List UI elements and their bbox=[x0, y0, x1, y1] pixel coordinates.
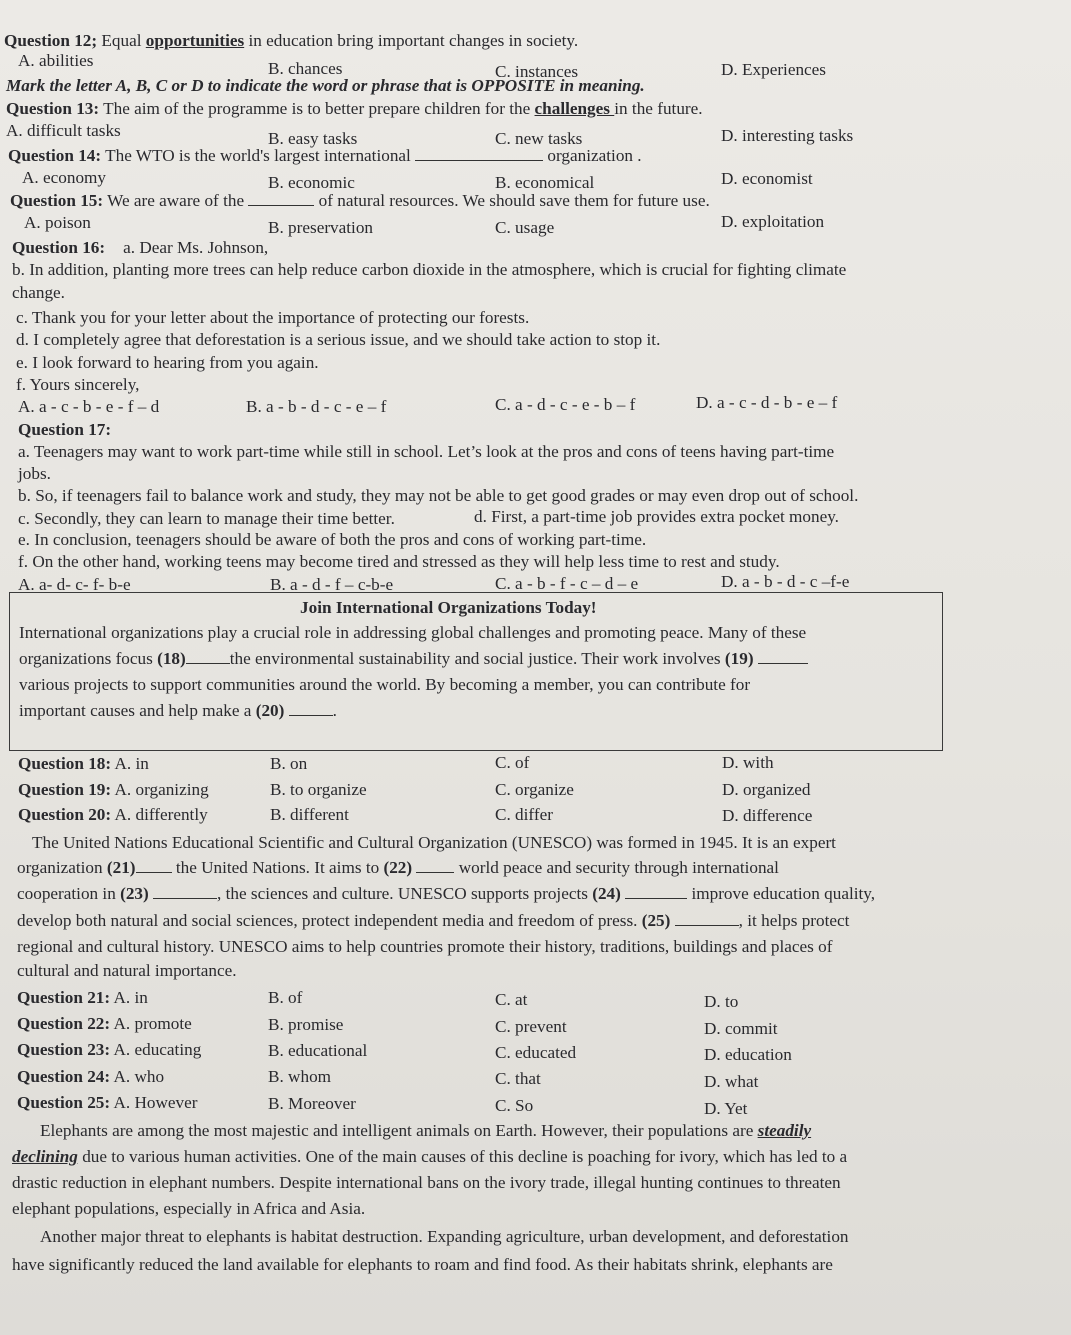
q16-item-c: c. Thank you for your letter about the importance of protecting our forests. bbox=[16, 308, 530, 327]
q25-option-b[interactable]: B. Moreover bbox=[268, 1094, 356, 1113]
q16-item-e: e. I look forward to hearing from you again. bbox=[16, 353, 319, 372]
passage3-p1-line-2-post: due to various human activities. One of the main causes of this decline is poaching for ivory, which has led to a bbox=[77, 1147, 848, 1166]
q17-item-a: a. Teenagers may want to work part-time while still in school. Let’s look at the pros and cons of teens having part-time bbox=[18, 442, 835, 461]
q14-option-a[interactable]: A. economy bbox=[22, 168, 107, 187]
gap-20-blank[interactable] bbox=[289, 701, 333, 716]
q25-row bbox=[17, 1092, 197, 1114]
q17-label-text: Question 17: bbox=[18, 420, 112, 439]
q23-label: Question 23: bbox=[17, 1040, 111, 1059]
gap-21-number: (21) bbox=[106, 858, 136, 877]
passage2-line-5: regional and cultural history. UNESCO aims to help countries promote their history, traditions, buildings and places of bbox=[17, 937, 833, 956]
gap-23-number: (23) bbox=[120, 884, 149, 903]
q17-option-b[interactable]: B. a - d - f – c-b-e bbox=[270, 575, 394, 594]
q14-stem-pre: The WTO is the world's largest international bbox=[101, 146, 416, 165]
q19-option-d[interactable]: D. organized bbox=[722, 780, 811, 799]
q14-option-d[interactable]: D. economist bbox=[721, 169, 813, 188]
passage2-line-4-post: , it helps protect bbox=[738, 911, 850, 930]
gap-20-number: (20) bbox=[255, 701, 285, 720]
q13-stem bbox=[6, 98, 703, 120]
q13-stem-pre: The aim of the programme is to better prepare children for the bbox=[99, 99, 535, 118]
q12-option-d[interactable]: D. Experiences bbox=[721, 60, 826, 79]
q22-label: Question 22: bbox=[17, 1014, 111, 1033]
q21-option-a[interactable]: A. in bbox=[113, 988, 148, 1007]
passage2-line-4-pre: develop both natural and social sciences, protect independent media and freedom of press. bbox=[17, 911, 642, 930]
q15-option-b[interactable]: B. preservation bbox=[268, 218, 374, 237]
q19-row bbox=[18, 779, 209, 801]
gap-18-number: (18) bbox=[157, 649, 186, 668]
gap-22-blank[interactable] bbox=[416, 858, 454, 873]
q16-item-d: d. I completely agree that deforestation is a serious issue, and we should take action to stop it. bbox=[16, 330, 661, 349]
q23-option-a[interactable]: A. educating bbox=[113, 1040, 202, 1059]
q15-option-a[interactable]: A. poison bbox=[24, 213, 91, 232]
q24-label: Question 24: bbox=[17, 1067, 111, 1086]
q12-target-word: opportunities bbox=[145, 31, 245, 50]
q21-label: Question 21: bbox=[17, 988, 111, 1007]
q16-label: Question 16: bbox=[12, 238, 106, 257]
q20-option-d[interactable]: D. difference bbox=[722, 806, 813, 825]
passage2-line-3 bbox=[17, 883, 875, 905]
q16-option-b[interactable]: B. a - b - d - c - e – f bbox=[246, 397, 387, 416]
q12-label: Question 12; bbox=[4, 31, 98, 50]
q14-option-b[interactable]: B. economic bbox=[268, 173, 355, 192]
passage1-line-2-mid: the environmental sustainability and social justice. Their work involves bbox=[229, 649, 725, 668]
q14-stem bbox=[8, 145, 642, 167]
q13-label: Question 13: bbox=[6, 99, 100, 118]
gap-18-blank[interactable] bbox=[186, 649, 230, 664]
q21-option-d[interactable]: D. to bbox=[704, 992, 739, 1011]
q15-stem bbox=[10, 190, 710, 212]
q17-item-d: d. First, a part-time job provides extra pocket money. bbox=[474, 507, 839, 526]
passage2-line-2-post: world peace and security through international bbox=[454, 858, 779, 877]
q15-option-d[interactable]: D. exploitation bbox=[721, 212, 825, 231]
passage2-line-3-mid: , the sciences and culture. UNESCO supports projects bbox=[217, 884, 593, 903]
q22-option-d[interactable]: D. commit bbox=[704, 1019, 778, 1038]
q22-row bbox=[17, 1013, 192, 1035]
q24-option-b[interactable]: B. whom bbox=[268, 1067, 332, 1086]
passage1-line-4-pre: important causes and help make a bbox=[19, 701, 256, 720]
q13-option-a[interactable]: A. difficult tasks bbox=[6, 121, 121, 140]
q15-option-c[interactable]: C. usage bbox=[495, 218, 555, 237]
passage1-line-3: various projects to support communities around the world. By becoming a member, you can contribute for bbox=[19, 675, 751, 694]
q20-label: Question 20: bbox=[18, 805, 112, 824]
q17-item-b: b. So, if teenagers fail to balance work and study, they may not be able to get good grades or may even drop out of school. bbox=[18, 486, 859, 505]
q20-option-a[interactable]: A. differently bbox=[114, 805, 208, 824]
gap-24-number: (24) bbox=[592, 884, 621, 903]
passage2-line-3-pre: cooperation in bbox=[17, 884, 121, 903]
passage1-line-2 bbox=[19, 648, 808, 670]
q13-option-c[interactable]: C. new tasks bbox=[495, 129, 583, 148]
passage3-target-steadily: steadily bbox=[757, 1121, 812, 1140]
q16-item-f: f. Yours sincerely, bbox=[16, 375, 140, 394]
passage2-line-6: cultural and natural importance. bbox=[17, 961, 237, 980]
q22-option-b[interactable]: B. promise bbox=[268, 1015, 344, 1034]
q22-option-a[interactable]: A. promote bbox=[113, 1014, 192, 1033]
gap-25-blank[interactable] bbox=[675, 911, 739, 926]
q12-stem bbox=[4, 30, 578, 52]
q19-option-c[interactable]: C. organize bbox=[495, 780, 574, 799]
q17-option-a[interactable]: A. a- d- c- f- b-e bbox=[18, 575, 131, 594]
q16-item-a: a. Dear Ms. Johnson, bbox=[123, 238, 269, 257]
q16-item-b: b. In addition, planting more trees can help reduce carbon dioxide in the atmosphere, which is crucial for fighting climate bbox=[12, 260, 847, 279]
q17-item-e: e. In conclusion, teenagers should be aware of both the pros and cons of working part-time. bbox=[18, 530, 647, 549]
q18-option-d[interactable]: D. with bbox=[722, 753, 774, 772]
q25-option-d[interactable]: D. Yet bbox=[704, 1099, 748, 1118]
q15-blank bbox=[248, 191, 314, 206]
q12-option-b[interactable]: B. chances bbox=[268, 59, 343, 78]
passage3-p1-line-1-pre: Elephants are among the most majestic and intelligent animals on Earth. However, their populations are bbox=[40, 1121, 758, 1140]
q24-option-d[interactable]: D. what bbox=[704, 1072, 759, 1091]
passage3-p1-line-1 bbox=[40, 1120, 811, 1142]
q14-blank bbox=[415, 146, 543, 161]
q13-option-d[interactable]: D. interesting tasks bbox=[721, 126, 854, 145]
q22-option-c[interactable]: C. prevent bbox=[495, 1017, 567, 1036]
q20-option-b[interactable]: B. different bbox=[270, 805, 349, 824]
q12-stem-post: in education bring important changes in society. bbox=[244, 31, 579, 50]
passage2-line-1: The United Nations Educational Scientific and Cultural Organization (UNESCO) was formed in 1945. It is an expert bbox=[32, 833, 836, 852]
passage2-line-2-pre: organization bbox=[17, 858, 107, 877]
q14-stem-post: organization . bbox=[543, 146, 642, 165]
passage1-line-4-post: . bbox=[332, 701, 337, 720]
q13-stem-post: in the future. bbox=[614, 99, 703, 118]
q18-option-c[interactable]: C. of bbox=[495, 753, 530, 772]
q24-option-c[interactable]: C. that bbox=[495, 1069, 541, 1088]
gap-24-blank[interactable] bbox=[625, 884, 687, 899]
passage3-p2-line-1: Another major threat to elephants is habitat destruction. Expanding agriculture, urban development, and deforestation bbox=[40, 1227, 849, 1246]
q17-label bbox=[18, 419, 111, 441]
passage3-p1-line-2 bbox=[12, 1146, 847, 1168]
q14-label: Question 14: bbox=[8, 146, 102, 165]
q17-item-c: c. Secondly, they can learn to manage their time better. bbox=[18, 509, 395, 528]
q23-option-b[interactable]: B. educational bbox=[268, 1041, 368, 1060]
passage1-title: Join International Organizations Today! bbox=[300, 598, 597, 617]
gap-19-blank[interactable] bbox=[758, 649, 808, 664]
q18-row bbox=[18, 753, 149, 775]
q20-row bbox=[18, 804, 208, 826]
q12-option-c[interactable]: C. instances bbox=[495, 62, 579, 81]
q18-option-b[interactable]: B. on bbox=[270, 754, 308, 773]
q23-option-c[interactable]: C. educated bbox=[495, 1043, 577, 1062]
instruction-opposite: Mark the letter A, B, C or D to indicate the word or phrase that is OPPOSITE in meaning. bbox=[6, 76, 645, 95]
passage2-line-2 bbox=[17, 857, 779, 879]
passage1-line-2-pre: organizations focus bbox=[19, 649, 158, 668]
q17-option-d[interactable]: D. a - b - d - c –f-e bbox=[721, 572, 850, 591]
passage3-p2-line-2: have significantly reduced the land available for elephants to roam and find food. As their habitats shrink, elephants are bbox=[12, 1255, 833, 1274]
q24-row bbox=[17, 1066, 164, 1088]
passage2-line-4 bbox=[17, 910, 849, 932]
q16-header bbox=[12, 237, 268, 259]
q16-option-c[interactable]: C. a - d - c - e - b – f bbox=[495, 395, 636, 414]
gap-21-blank[interactable] bbox=[136, 858, 172, 873]
passage3-p1-line-3: drastic reduction in elephant numbers. Despite international bans on the ivory trade, illegal hunting continues to threaten bbox=[12, 1173, 841, 1192]
q25-option-a[interactable]: A. However bbox=[113, 1093, 198, 1112]
passage3-target-declining: declining bbox=[12, 1147, 78, 1166]
q14-option-c[interactable]: B. economical bbox=[495, 173, 595, 192]
q17-item-a-cont: jobs. bbox=[18, 464, 51, 483]
passage3-p1-line-4: elephant populations, especially in Africa and Asia. bbox=[12, 1199, 366, 1218]
q19-option-b[interactable]: B. to organize bbox=[270, 780, 367, 799]
q21-option-b[interactable]: B. of bbox=[268, 988, 303, 1007]
gap-23-blank[interactable] bbox=[153, 884, 217, 899]
q18-option-a[interactable]: A. in bbox=[114, 754, 149, 773]
gap-25-number: (25) bbox=[641, 911, 671, 930]
q24-option-a[interactable]: A. who bbox=[113, 1067, 165, 1086]
q19-option-a[interactable]: A. organizing bbox=[114, 780, 209, 799]
q19-label: Question 19: bbox=[18, 780, 112, 799]
q21-row bbox=[17, 987, 148, 1009]
gap-22-number: (22) bbox=[383, 858, 413, 877]
q23-row bbox=[17, 1039, 201, 1061]
passage1-line-4 bbox=[19, 700, 337, 722]
q16-item-b-cont: change. bbox=[12, 283, 65, 302]
q13-option-b[interactable]: B. easy tasks bbox=[268, 129, 358, 148]
q15-stem-pre: We are aware of the bbox=[103, 191, 249, 210]
q12-stem-pre: Equal bbox=[97, 31, 146, 50]
q15-stem-post: of natural resources. We should save them for future use. bbox=[314, 191, 710, 210]
q16-option-a[interactable]: A. a - c - b - e - f – d bbox=[18, 397, 160, 416]
q16-option-d[interactable]: D. a - c - d - b - e – f bbox=[696, 393, 838, 412]
q23-option-d[interactable]: D. education bbox=[704, 1045, 792, 1064]
q12-option-a[interactable]: A. abilities bbox=[18, 51, 94, 70]
q25-label: Question 25: bbox=[17, 1093, 111, 1112]
passage2-line-3-post: improve education quality, bbox=[687, 884, 876, 903]
passage2-line-2-mid: the United Nations. It aims to bbox=[171, 858, 384, 877]
q18-label: Question 18: bbox=[18, 754, 112, 773]
q17-option-c[interactable]: C. a - b - f - c – d – e bbox=[495, 574, 639, 593]
q13-target-word: challenges bbox=[534, 99, 615, 118]
gap-19-number: (19) bbox=[724, 649, 754, 668]
q25-option-c[interactable]: C. So bbox=[495, 1096, 534, 1115]
q21-option-c[interactable]: C. at bbox=[495, 990, 528, 1009]
q20-option-c[interactable]: C. differ bbox=[495, 805, 553, 824]
q17-item-f: f. On the other hand, working teens may become tired and stressed as they will help less time to rest and study. bbox=[18, 552, 780, 571]
q15-label: Question 15: bbox=[10, 191, 104, 210]
passage1-line-1: International organizations play a crucial role in addressing global challenges and promoting peace. Many of these bbox=[19, 623, 807, 642]
